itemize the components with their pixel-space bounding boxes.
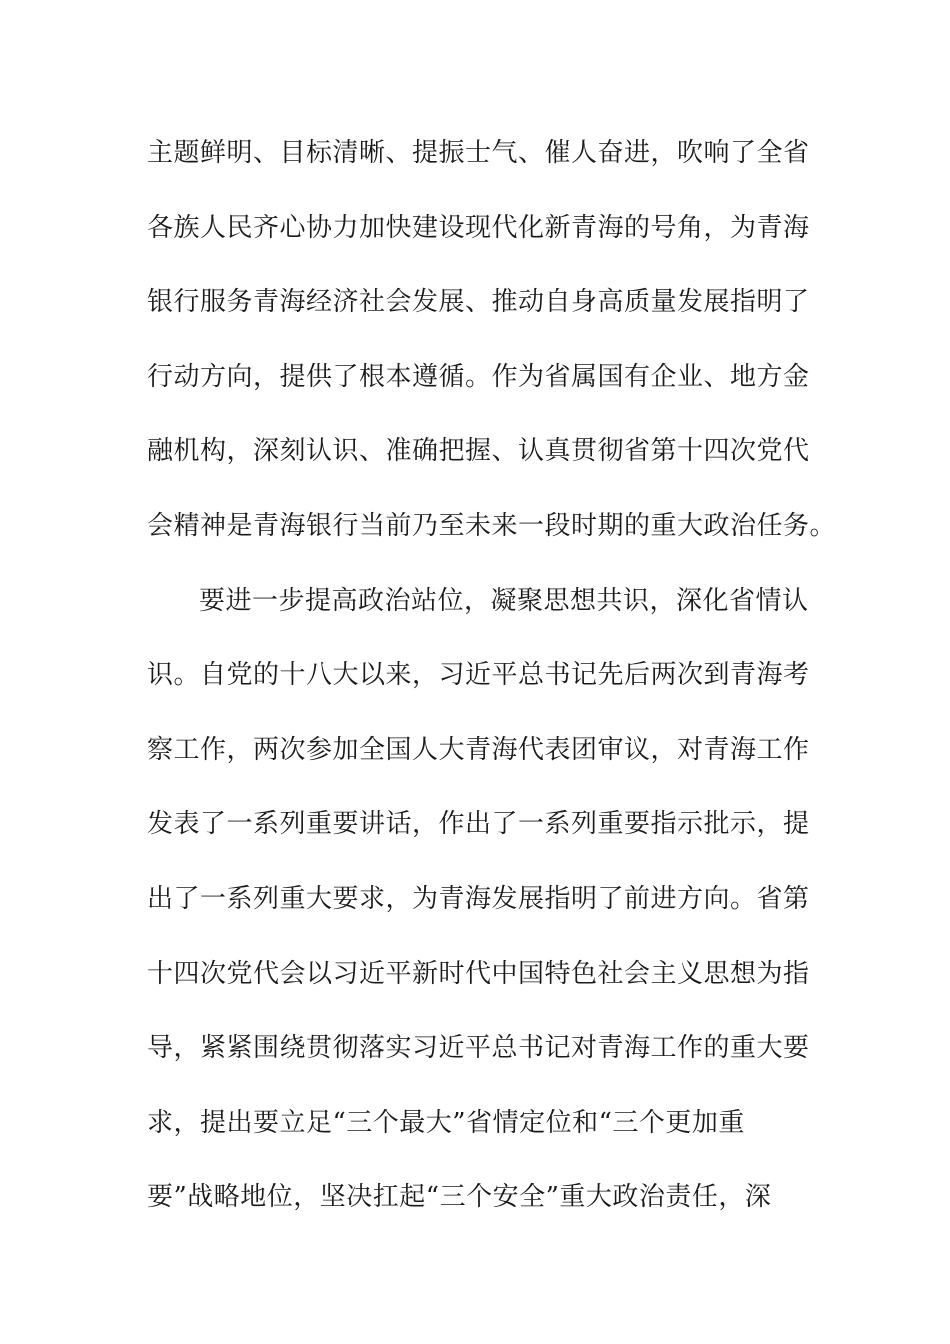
text-line: 主题鲜明、目标清晰、提振士气、催人奋进，吹响了全省 [147, 138, 810, 168]
paragraph-first-line: 要进一步提高政治站位，凝聚思想共识，深化省情认 [199, 585, 809, 616]
text-line: 求，提出要立足“三个最大”省情定位和“三个更加重 [147, 1107, 745, 1138]
text-line: 识。自党的十八大以来，习近平总书记先后两次到青海考 [147, 660, 810, 691]
text-line: 行动方向，提供了根本遵循。作为省属国有企业、地方金 [147, 361, 810, 392]
text-line: 出了一系列重大要求，为青海发展指明了前进方向。省第 [147, 883, 810, 914]
text-line: 导，紧紧围绕贯彻落实习近平总书记对青海工作的重大要 [147, 1033, 810, 1064]
text-line: 发表了一系列重要讲话，作出了一系列重要指示批示，提 [147, 809, 810, 840]
text-line: 银行服务青海经济社会发展、推动自身高质量发展指明了 [147, 287, 810, 318]
text-line: 察工作，两次参加全国人大青海代表团审议，对青海工作 [147, 734, 810, 765]
body-text [147, 130, 837, 1249]
text-line: 融机构，深刻认识、准确把握、认真贯彻省第十四次党代 [147, 436, 810, 467]
text-line: 十四次党代会以习近平新时代中国特色社会主义思想为指 [147, 958, 810, 989]
text-line: 各族人民齐心协力加快建设现代化新青海的号角，为青海 [147, 212, 810, 243]
text-line: 会精神是青海银行当前乃至未来一段时期的重大政治任务。 [147, 510, 837, 541]
text-line: 要”战略地位，坚决扛起“三个安全”重大政治责任，深 [147, 1182, 772, 1213]
